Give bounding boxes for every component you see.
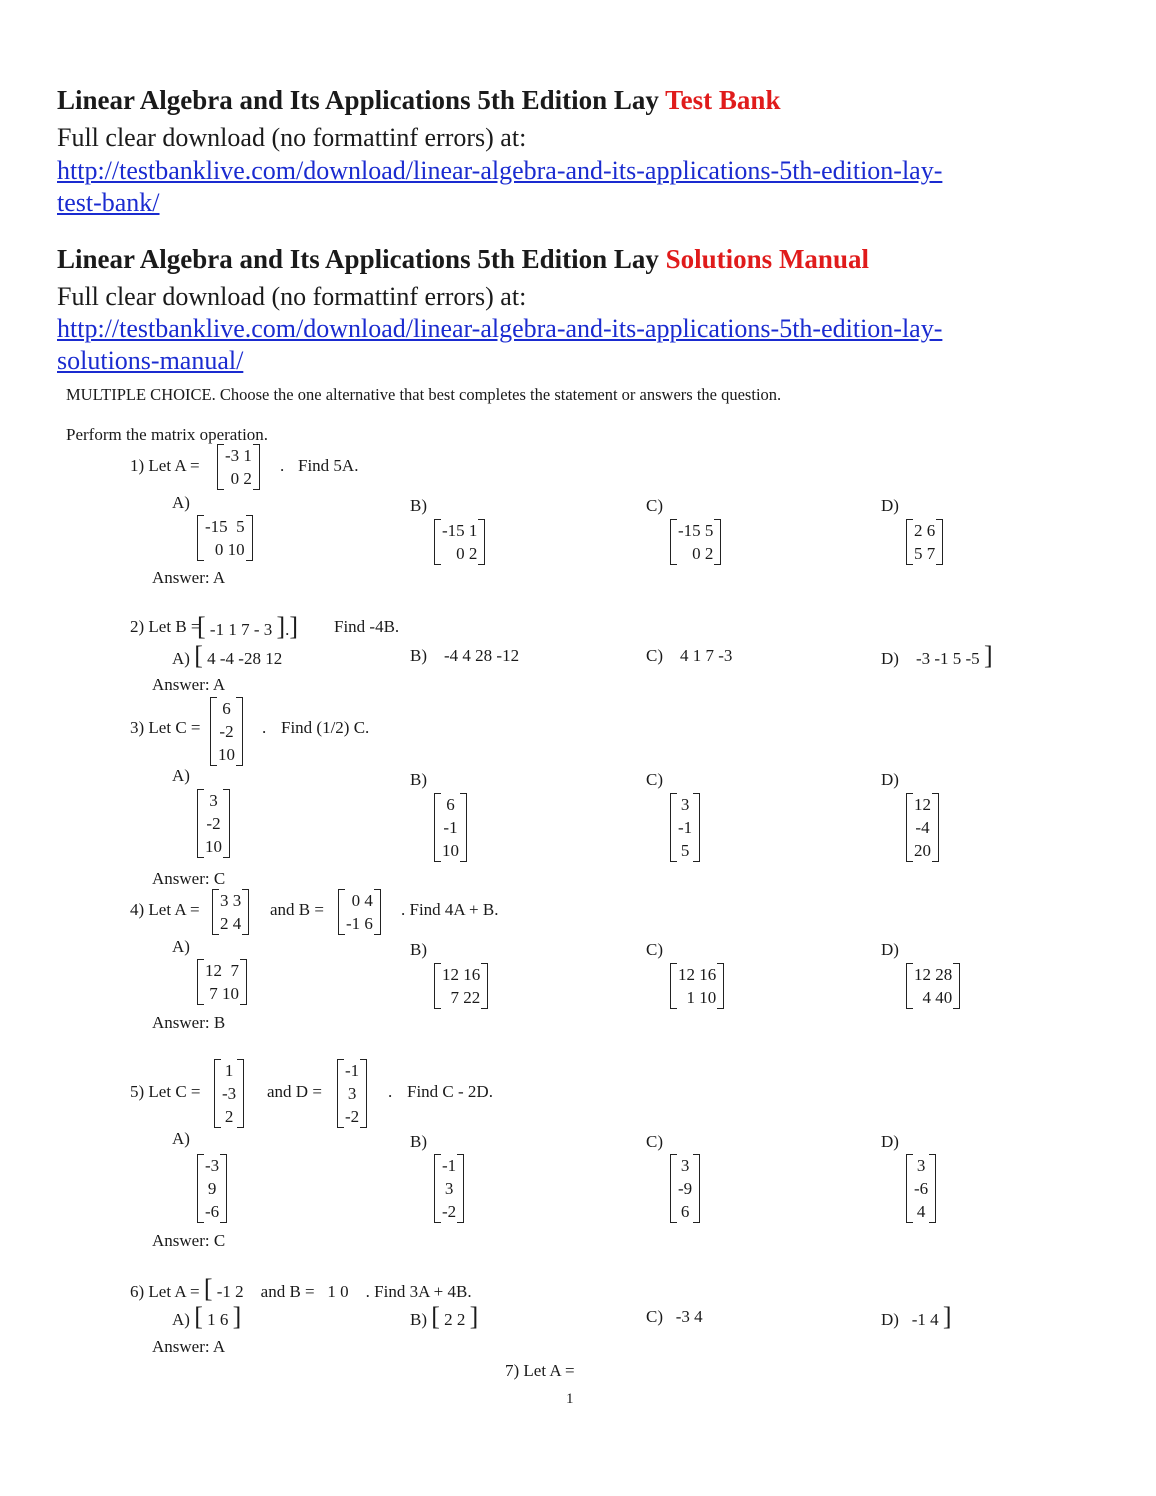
matrix-row: 12 7: [205, 961, 239, 980]
matrix-row: -4: [915, 818, 930, 837]
matrix-row: -1: [442, 1156, 457, 1175]
matrix-row: 6: [222, 699, 231, 718]
q5-option-d-matrix: [906, 1154, 936, 1223]
q5-matrix-d: [337, 1059, 367, 1128]
matrix-row: 6: [446, 795, 455, 814]
solutions-manual-title: [57, 243, 869, 275]
q1-option-c-label[interactable]: C): [646, 496, 663, 515]
matrix-row: -1: [345, 1061, 360, 1080]
matrix-row: 2: [224, 1107, 234, 1126]
q3-option-c-label[interactable]: C): [646, 770, 663, 789]
test-bank-title: [57, 84, 780, 116]
q6-option-c[interactable]: [646, 1307, 703, 1327]
solutions-manual-tag: Solutions Manual: [665, 244, 869, 274]
q2-option-a[interactable]: A) [ 4 -4 -28 12: [172, 641, 283, 670]
q5-prompt: 5) Let C =: [130, 1082, 201, 1101]
option-label: C): [646, 1307, 663, 1326]
matrix-row: 4 40: [922, 988, 953, 1007]
q3-option-b-matrix: [434, 793, 467, 862]
q6-answer: Answer: A: [152, 1337, 226, 1356]
test-bank-tag: Test Bank: [665, 85, 781, 115]
matrix-row: -3: [205, 1156, 220, 1175]
q5-option-b-matrix: [434, 1154, 464, 1223]
matrix-row: 3: [680, 795, 690, 814]
q5-option-b-label[interactable]: B): [410, 1132, 427, 1151]
matrix-row: -2: [442, 1202, 457, 1221]
matrix-row: 7 22: [450, 988, 481, 1007]
q2-option-d[interactable]: D) -3 -1 5 -5 ]: [881, 641, 993, 670]
q1-option-a-matrix: [197, 515, 253, 561]
matrix-row: 0 2: [692, 544, 714, 563]
q6-option-a[interactable]: A) [ 1 6 ]: [172, 1302, 242, 1331]
matrix-row: -6: [205, 1202, 220, 1221]
q3-option-a-label[interactable]: A): [172, 766, 190, 785]
q4-matrix-a: [212, 889, 249, 935]
q6-pre: 6) Let A =: [130, 1282, 200, 1301]
q1-option-b-label[interactable]: B): [410, 496, 427, 515]
matrix-row: 12 16: [678, 965, 717, 984]
q4-option-d-matrix: [906, 963, 960, 1009]
q5-answer: Answer: C: [152, 1231, 226, 1250]
q3-answer: Answer: C: [152, 869, 226, 888]
option-value: 4 -4 -28 12: [207, 649, 283, 668]
matrix-row: 1: [224, 1061, 234, 1080]
q4-option-a-label[interactable]: A): [172, 937, 190, 956]
matrix-row: -2: [219, 722, 234, 741]
q5-option-c-label[interactable]: C): [646, 1132, 663, 1151]
q1-option-d-label[interactable]: D): [881, 496, 899, 515]
solutions-manual-title-text: Linear Algebra and Its Applications 5th Edition Lay: [57, 244, 659, 274]
q3-matrix-c: [210, 697, 243, 766]
q3-option-d-label[interactable]: D): [881, 770, 899, 789]
matrix-row: 4: [916, 1202, 926, 1221]
q2-option-b[interactable]: [410, 646, 519, 666]
q2-find: Find -4B.: [334, 617, 400, 636]
matrix-row: -3 1: [225, 446, 252, 465]
q4-answer: Answer: B: [152, 1013, 226, 1032]
option-value: -3 -1 5 -5: [915, 649, 980, 668]
matrix-row: 3: [209, 791, 218, 810]
matrix-row: 10: [205, 837, 222, 856]
q7-prompt: 7) Let A =: [505, 1361, 575, 1380]
q4-option-b-matrix: [434, 963, 488, 1009]
matrix-row: -15 1: [442, 521, 478, 540]
option-label: A): [172, 1310, 190, 1329]
q2-option-c[interactable]: [646, 646, 732, 666]
q3-find: Find (1/2) C.: [281, 718, 370, 737]
matrix-row: 5: [680, 841, 690, 860]
option-value: -3 4: [675, 1307, 703, 1326]
test-bank-link-line1[interactable]: http://testbanklive.com/download/linear-algebra-and-its-applications-5th-edition-lay-: [57, 156, 943, 185]
q1-find: Find 5A.: [298, 456, 359, 475]
page-number: 1: [566, 1391, 574, 1407]
matrix-row: -3: [222, 1084, 237, 1103]
matrix-row: -2: [345, 1107, 360, 1126]
test-bank-title-text: Linear Algebra and Its Applications 5th Edition Lay: [57, 85, 659, 115]
q1-option-d-matrix: [906, 519, 943, 565]
q1-prompt: 1) Let A =: [130, 456, 200, 475]
q6-option-b[interactable]: B) [ 2 2 ]: [410, 1302, 479, 1331]
q2-answer: Answer: A: [152, 675, 226, 694]
q1-option-c-matrix: [670, 519, 721, 565]
matrix-row: 2 6: [914, 521, 936, 540]
test-bank-subtitle: Full clear download (no formattinf errors) at:: [57, 123, 527, 152]
option-label: B): [410, 646, 427, 665]
matrix-row: 1 10: [686, 988, 717, 1007]
solutions-manual-subtitle: Full clear download (no formattinf errors) at:: [57, 282, 527, 311]
matrix-row: 10: [218, 745, 235, 764]
q4-option-b-label[interactable]: B): [410, 940, 427, 959]
matrix-row: -2: [206, 814, 221, 833]
option-value: 2 2: [444, 1310, 466, 1329]
matrix-row: 3: [680, 1156, 690, 1175]
option-value: 4 1 7 -3: [680, 646, 733, 665]
section-instruction: Perform the matrix operation.: [66, 425, 269, 444]
q5-and: and D =: [267, 1082, 322, 1101]
option-value: -4 4 28 -12: [444, 646, 520, 665]
matrix-row: 0 10: [214, 540, 245, 559]
matrix-row: -1 6: [346, 914, 373, 933]
test-bank-link-line2[interactable]: test-bank/: [57, 188, 160, 217]
q2-matrix-b: [ -1 1 7 - 3 ].]: [197, 612, 299, 641]
q5-option-c-matrix: [670, 1154, 700, 1223]
q1-answer: Answer: A: [152, 568, 226, 587]
solutions-manual-link-line2[interactable]: solutions-manual/: [57, 346, 244, 375]
q4-find: . Find 4A + B.: [401, 900, 499, 919]
q6-find: . Find 3A + 4B.: [365, 1282, 472, 1301]
matrix-row: -15 5: [205, 517, 245, 536]
q4-option-c-matrix: [670, 963, 724, 1009]
matrix-row: 0 2: [230, 469, 252, 488]
q5-find: Find C - 2D.: [407, 1082, 493, 1101]
q1-option-b-matrix: [434, 519, 485, 565]
q4-matrix-b: [338, 889, 381, 935]
option-value: 1 6: [207, 1310, 229, 1329]
q1-matrix-a: [217, 444, 260, 490]
q6-and: and B =: [260, 1282, 315, 1301]
matrix-row: 5 7: [914, 544, 936, 563]
matrix-row: 12 28: [914, 965, 953, 984]
option-label: D): [881, 649, 899, 668]
q2-prompt: 2) Let B =: [130, 617, 201, 636]
matrix-row: 9: [207, 1179, 217, 1198]
matrix-row: -9: [678, 1179, 693, 1198]
matrix-row: -1: [443, 818, 458, 837]
q3-option-d-matrix: [906, 793, 939, 862]
matrix-row: -1 1 7 - 3: [209, 620, 273, 639]
q6-prompt: 6) Let A = [ -1 2 and B = 1 0 . Find 3A + 4B.: [130, 1274, 472, 1303]
matrix-row: 3 3: [220, 891, 242, 910]
option-label: B): [410, 1310, 427, 1329]
solutions-manual-link-line1[interactable]: http://testbanklive.com/download/linear-algebra-and-its-applications-5th-edition-lay-: [57, 314, 943, 343]
q5-matrix-c: [214, 1059, 244, 1128]
q3-option-b-label[interactable]: B): [410, 770, 427, 789]
matrix-row: -6: [914, 1179, 929, 1198]
q4-and: and B =: [270, 900, 324, 919]
option-label: C): [646, 646, 663, 665]
q6-matrix-a: -1 2: [216, 1282, 244, 1301]
q5-option-d-label[interactable]: D): [881, 1132, 899, 1151]
matrix-row: 20: [914, 841, 931, 860]
q4-option-d-label[interactable]: D): [881, 940, 899, 959]
matrix-row: 3: [347, 1084, 357, 1103]
q1-option-a-label[interactable]: A): [172, 493, 190, 512]
q4-option-a-matrix: [197, 959, 247, 1005]
q6-option-d[interactable]: D) -1 4 ]: [881, 1302, 952, 1331]
q6-matrix-b: 1 0: [327, 1282, 349, 1301]
matrix-row: 7 10: [209, 984, 239, 1003]
option-label: A): [172, 649, 190, 668]
matrix-row: 12: [914, 795, 931, 814]
matrix-row: 0 2: [456, 544, 478, 563]
q4-option-c-label[interactable]: C): [646, 940, 663, 959]
matrix-row: 3: [444, 1179, 454, 1198]
matrix-row: 3: [916, 1156, 926, 1175]
matrix-row: -1: [678, 818, 693, 837]
matrix-row: 0 4: [351, 891, 373, 910]
q3-option-c-matrix: [670, 793, 700, 862]
option-label: D): [881, 1310, 899, 1329]
matrix-row: 6: [680, 1202, 690, 1221]
matrix-row: -15 5: [678, 521, 714, 540]
matrix-row: 2 4: [220, 914, 242, 933]
q5-option-a-label[interactable]: A): [172, 1129, 190, 1148]
q5-option-a-matrix: [197, 1154, 227, 1223]
option-value: -1 4: [911, 1310, 939, 1329]
q4-prompt: 4) Let A =: [130, 900, 200, 919]
matrix-row: 12 16: [442, 965, 481, 984]
multiple-choice-instructions: MULTIPLE CHOICE. Choose the one alternative that best completes the statement or answers the question.: [66, 385, 782, 404]
q3-option-a-matrix: [197, 789, 230, 858]
matrix-row: 10: [442, 841, 459, 860]
q3-prompt: 3) Let C =: [130, 718, 201, 737]
